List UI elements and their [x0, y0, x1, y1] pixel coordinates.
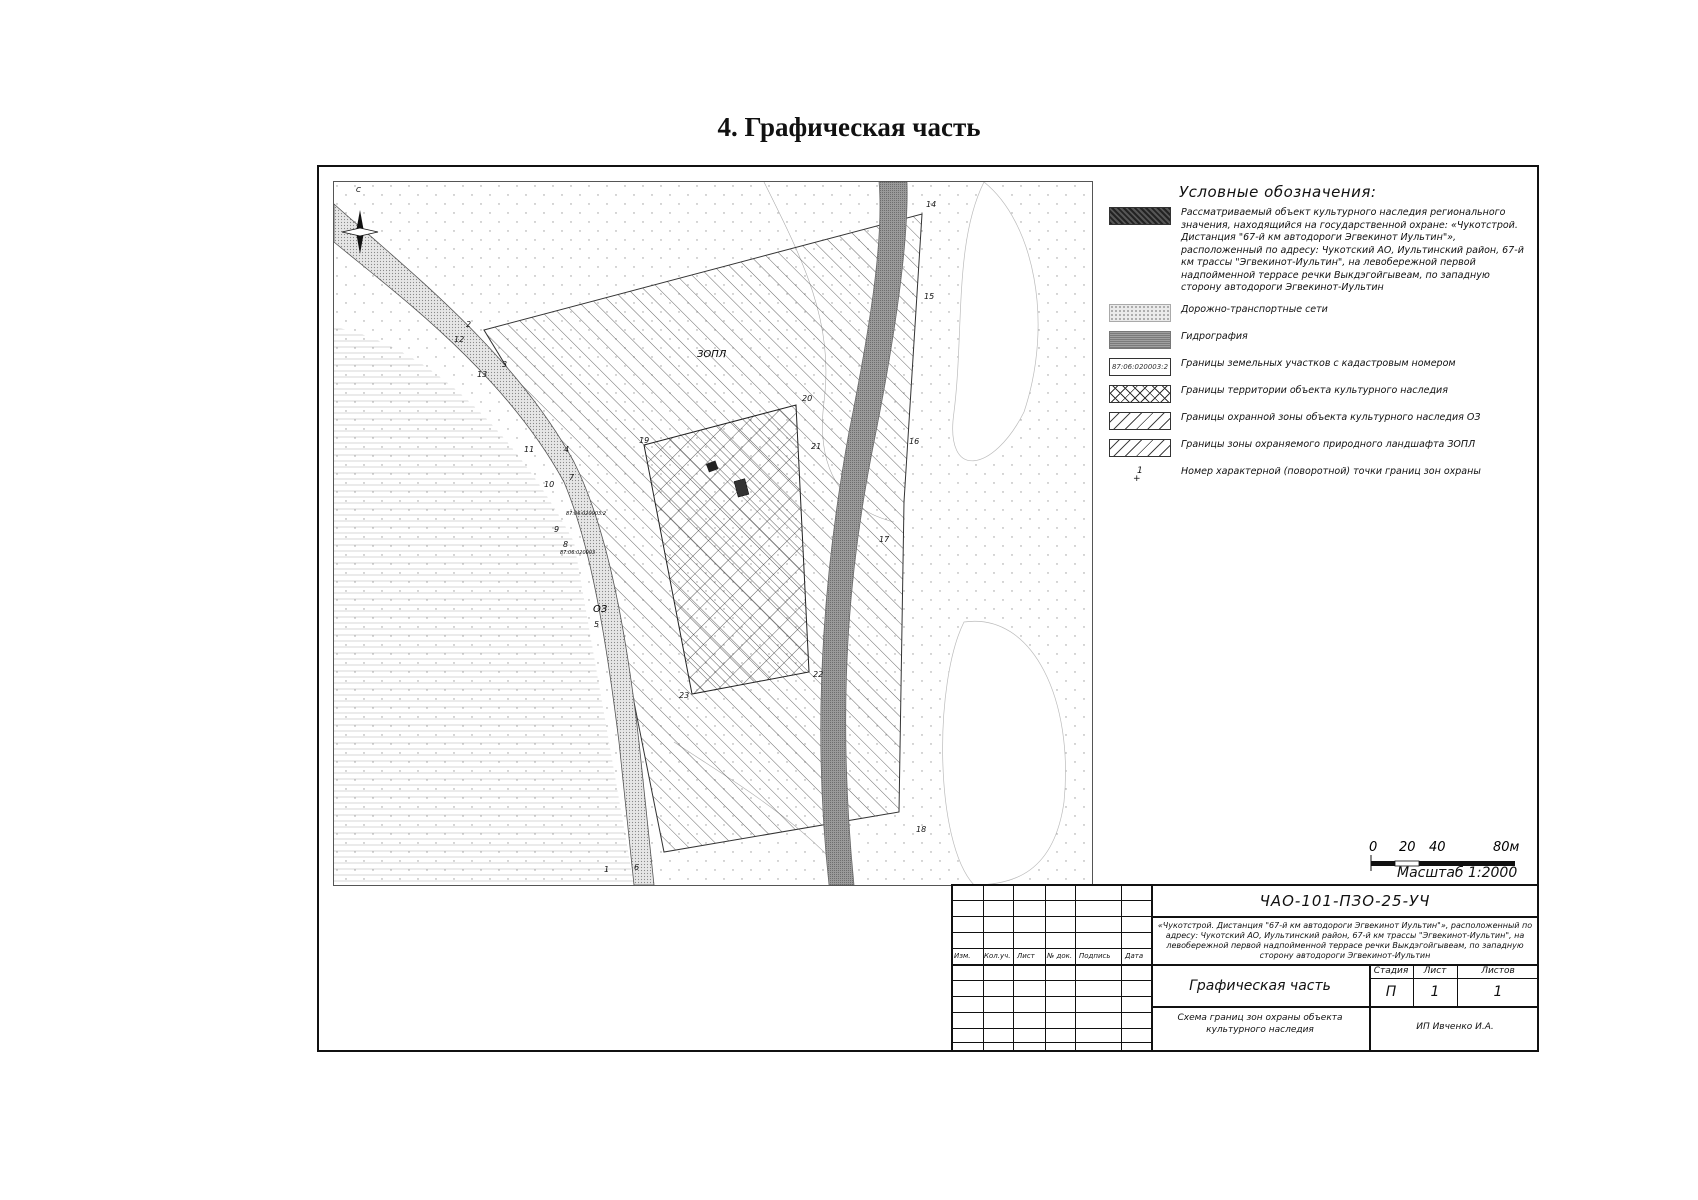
boundary-point-number: 14	[926, 200, 937, 209]
boundary-point-number: 8	[563, 540, 569, 549]
boundary-point-number: 3	[502, 360, 508, 369]
legend-title: Условные обозначения:	[1179, 183, 1377, 201]
boundary-point-number: 5	[594, 620, 600, 629]
scale-caption: Масштаб 1:2000	[1397, 865, 1518, 881]
boundary-point-number: 6	[634, 863, 640, 872]
sheets-value: 1	[1493, 984, 1503, 1000]
object-description: «Чукотстрой. Дистанция "67-й км автодороги Эгвекинот Иультин"», расположенный по адресу: Чукотский АО, Иультинский район, 67-й км трассы "Эгвекинот-Иультин", на левобережной первой надпойменной террасе речки Выкдэгойгывеам, по западную сторону автодороги Эгвекинот-Иультин	[1157, 921, 1533, 960]
title-block	[951, 884, 1539, 1052]
doc-code: ЧАО-101-ПЗО-25-УЧ	[1259, 892, 1431, 910]
legend-text: Границы территории объекта культурного наследия	[1181, 384, 1448, 396]
zone-label-zopl: ЗОПЛ	[697, 349, 727, 360]
legend-item	[1109, 412, 1529, 430]
legend-text: Границы охранной зоны объекта культурного наследия ОЗ	[1181, 411, 1481, 423]
legend-swatch	[1109, 385, 1171, 403]
stage-label: Стадия	[1373, 966, 1409, 976]
legend-item	[1109, 439, 1529, 457]
boundary-point-number: 17	[879, 535, 890, 544]
stage-value: П	[1385, 984, 1397, 1000]
col-header: Дата	[1125, 952, 1144, 960]
sheets-label: Листов	[1481, 966, 1515, 976]
legend-text: Границы зоны охраняемого природного ландшафта ЗОПЛ	[1181, 438, 1476, 450]
section-name: Графическая часть	[1189, 978, 1331, 994]
legend-item	[1109, 358, 1529, 376]
legend-item	[1109, 304, 1529, 322]
legend-text: Гидрография	[1181, 330, 1248, 342]
scale-tick: 20	[1399, 840, 1416, 855]
legend-text: Рассматриваемый объект культурного наследия регионального значения, находящийся на государственной охране: «Чукотстрой. Дистанция "67-й км автодороги Эгвекинот Иультин"», расположенный по адресу: Чукотский АО, Иультинский район, 67-й км трассы "Эгвекинот-Иультин", на левобережной первой надпойменной террасе речки Выкдэгойгывеам, по западную сторону автодороги Эгвекинот-Иультин	[1181, 207, 1524, 293]
legend-swatch	[1109, 439, 1171, 457]
boundary-point-number: 7	[569, 473, 575, 482]
north-label: С	[356, 186, 361, 194]
zone-label-oz: ОЗ	[593, 604, 608, 615]
legend-text: Номер характерной (поворотной) точки границ зон охраны	[1181, 465, 1481, 477]
col-header: Подпись	[1079, 952, 1111, 960]
legend-swatch	[1109, 331, 1171, 349]
col-header: № док.	[1047, 952, 1073, 960]
boundary-point-number: 23	[679, 691, 690, 700]
boundary-point-number: 9	[554, 525, 560, 534]
cadastral-label: 87:06:020003	[560, 550, 596, 556]
boundary-point-number: 19	[639, 436, 650, 445]
boundary-point-number: 22	[813, 670, 824, 679]
legend-item	[1109, 385, 1529, 403]
boundary-point-number: 21	[811, 442, 822, 451]
boundary-point-number: 16	[909, 437, 920, 446]
legend-swatch	[1109, 304, 1171, 322]
scale-tick: 0	[1369, 840, 1378, 855]
boundary-point-number: 13	[477, 370, 488, 379]
legend-text: Границы земельных участков с кадастровым номером	[1181, 357, 1456, 369]
legend-swatch-text: 1	[1137, 465, 1143, 476]
author: ИП Ивченко И.А.	[1416, 1022, 1494, 1032]
legend-swatch	[1109, 207, 1171, 225]
boundary-point-number: 4	[564, 445, 570, 454]
legend-item	[1109, 207, 1529, 295]
page-title: 4. Графическая часть	[717, 112, 981, 142]
legend-items	[1109, 207, 1529, 484]
legend-swatch	[1109, 358, 1171, 376]
scale-tick: 80м	[1493, 840, 1520, 855]
boundary-point-number: 18	[916, 825, 927, 834]
boundary-point-number: 15	[924, 292, 935, 301]
boundary-point-number: 11	[524, 445, 535, 454]
col-header: Изм.	[954, 952, 971, 960]
legend-swatch-text: 87:06:020003:2	[1111, 362, 1169, 371]
map-canvas	[334, 182, 1092, 885]
legend	[1109, 181, 1529, 489]
boundary-point-number: 20	[802, 394, 813, 403]
boundary-point-number: 10	[544, 480, 555, 489]
sheet-label: Лист	[1423, 966, 1447, 976]
boundary-point-number: 1	[604, 865, 610, 874]
legend-item	[1109, 465, 1529, 484]
legend-item	[1109, 331, 1529, 349]
boundary-point-number: 12	[454, 335, 465, 344]
col-header: Лист	[1017, 952, 1035, 960]
sheet-name: Схема границ зон охраны объекта культурного наследия	[1177, 1013, 1343, 1035]
legend-swatch	[1109, 412, 1171, 430]
boundary-point-number: 2	[466, 320, 472, 329]
sheet-value: 1	[1430, 984, 1440, 1000]
legend-swatch	[1109, 465, 1171, 484]
scale-tick: 40	[1429, 840, 1446, 855]
map-frame	[333, 181, 1093, 886]
cadastral-label: 87:06:020003:2	[566, 511, 607, 517]
col-header: Кол.уч.	[984, 952, 1011, 960]
legend-text: Дорожно-транспортные сети	[1181, 303, 1328, 315]
drawing-sheet	[317, 165, 1539, 1052]
point-marker-icon: +	[1133, 473, 1141, 484]
